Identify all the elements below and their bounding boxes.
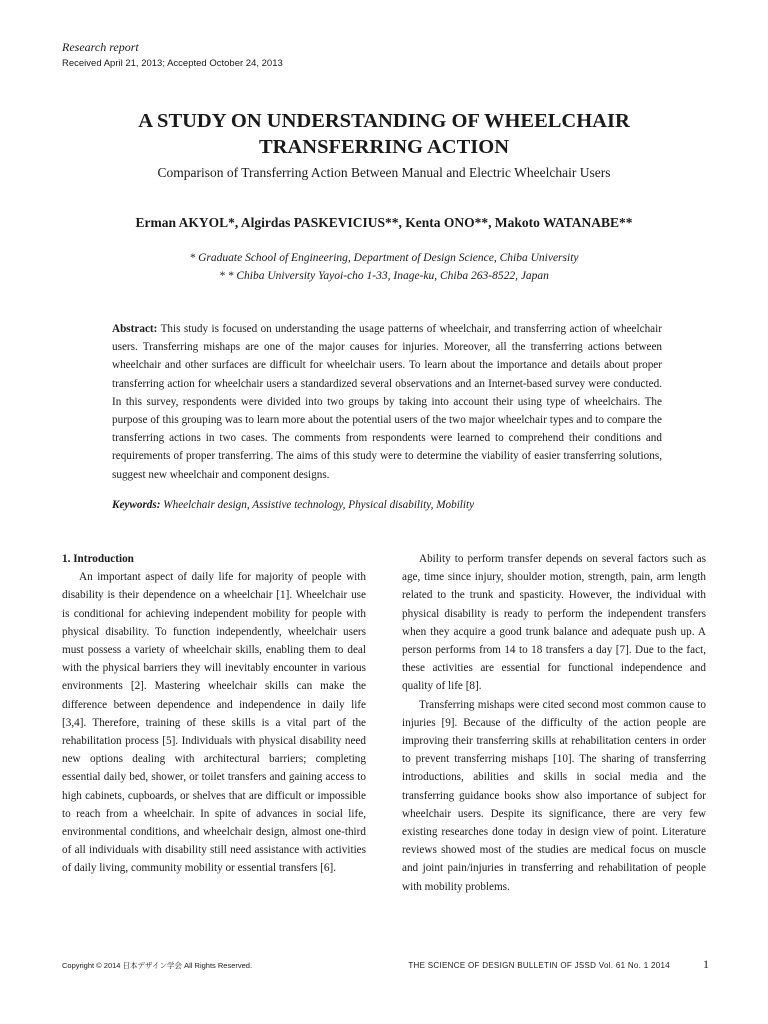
affiliation-1: * Graduate School of Engineering, Department of Design Science, Chiba University (189, 252, 579, 264)
left-column (62, 550, 366, 878)
page-number: 1 (703, 957, 709, 971)
paper-subtitle: Comparison of Transferring Action Between Manual and Electric Wheelchair Users (157, 165, 611, 180)
intro-paragraph-2: Ability to perform transfer depends on several factors such as age, time since injury, shoulder motion, strength, pain, arm length related to the trunk and spasticity. However, the individual with physical disability is ready to perform the independent transfers when they acquire a good trunk balance and adequate push up. A person performs from 14 to 18 transfers a day [7]. Due to the fact, these activities are essential for functional independence and quality of life [8]. (402, 553, 706, 693)
abstract-text: This study is focused on understanding the usage patterns of wheelchair, and transferring action of wheelchair users. Transferring mishaps are one of the major causes for injuries. Moreover, all the transferring actions between wheelchair and other surfaces are difficult for wheelchair users. To learn about the importance and details about proper transferring action for wheelchair users a standardized several observations and an Internet-based survey were conducted. In this survey, respondents were divided into two groups by taking into account their using type of wheelchairs. The purpose of this grouping was to learn more about the potential users of the two major wheelchair types and to compare the transferring actions in two cases. The comments from respondents were learned to comprehend their conditions and requirements of proper transferring. The aims of this study were to determine the viability of easier transferring solutions, suggest new wheelchair and component designs. (112, 323, 662, 481)
abstract (112, 320, 662, 484)
copyright-notice: Copyright © 2014 日本デザイン学会 All Rights Reserved. (62, 961, 253, 970)
keywords-label: Keywords: (112, 499, 161, 511)
title-line-2: TRANSFERRING ACTION (258, 136, 510, 158)
keywords (112, 499, 662, 511)
affiliation-2: * * Chiba University Yayoi-cho 1-33, Inage-ku, Chiba 263-8522, Japan (219, 270, 549, 282)
keywords-text: Wheelchair design, Assistive technology, Physical disability, Mobility (163, 499, 475, 511)
abstract-label: Abstract: (112, 323, 158, 335)
report-type: Research report (62, 40, 139, 54)
author-list: Erman AKYOL*, Algirdas PASKEVICIUS**, Kenta ONO**, Makoto WATANABE** (135, 215, 633, 230)
right-column (402, 550, 706, 896)
intro-paragraph-3: Transferring mishaps were cited second most common cause to injuries [9]. Because of the difficulty of the action people are improving their transferring skills at rehabilitation centers in order to prevent transferring mishaps [10]. The sharing of transferring introductions, abilities and skills in social media and the transferring guidance books show also importance of subject for wheelchair users. Despite its significance, there are very few existing researches done today in design view of point. Literature reviews showed most of the studies are medical focus on muscle and joint pain/injuries in transferring and rehabilitation of people with mobility problems. (402, 698, 706, 893)
paper-title (40, 108, 728, 160)
intro-paragraph-1: An important aspect of daily life for majority of people with disability is their dependence on a wheelchair [1]. Wheelchair use is conditional for achieving independent mobility for people with physical disability. To function independently, wheelchair users must possess a variety of wheelchair skills, enabling them to deal with the physical barriers they will inevitably encounter in various environments [2]. Mastering wheelchair skills can make the difference between dependence and independence in daily life [3,4]. Therefore, training of these skills is a vital part of the rehabilitation process [5]. Individuals with physical disability need new options dealing with architectural barriers; completing essential daily bed, shower, or toilet transfers and gaining access to high cabinets, cupboards, or shelves that are difficult or impossible to reach from a wheelchair. In spite of advances in social life, environmental conditions, and wheelchair design, almost one-third of all individuals with disability still need assistance with activities of daily living, community mobility or essential transfers [6]. (62, 571, 366, 875)
journal-info: THE SCIENCE OF DESIGN BULLETIN OF JSSD Vol. 61 No. 1 2014 (408, 961, 670, 970)
received-dates: Received April 21, 2013; Accepted October 24, 2013 (62, 58, 283, 69)
title-line-1: A STUDY ON UNDERSTANDING OF WHEELCHAIR (138, 110, 630, 132)
section-heading-introduction: 1. Introduction (62, 553, 134, 565)
